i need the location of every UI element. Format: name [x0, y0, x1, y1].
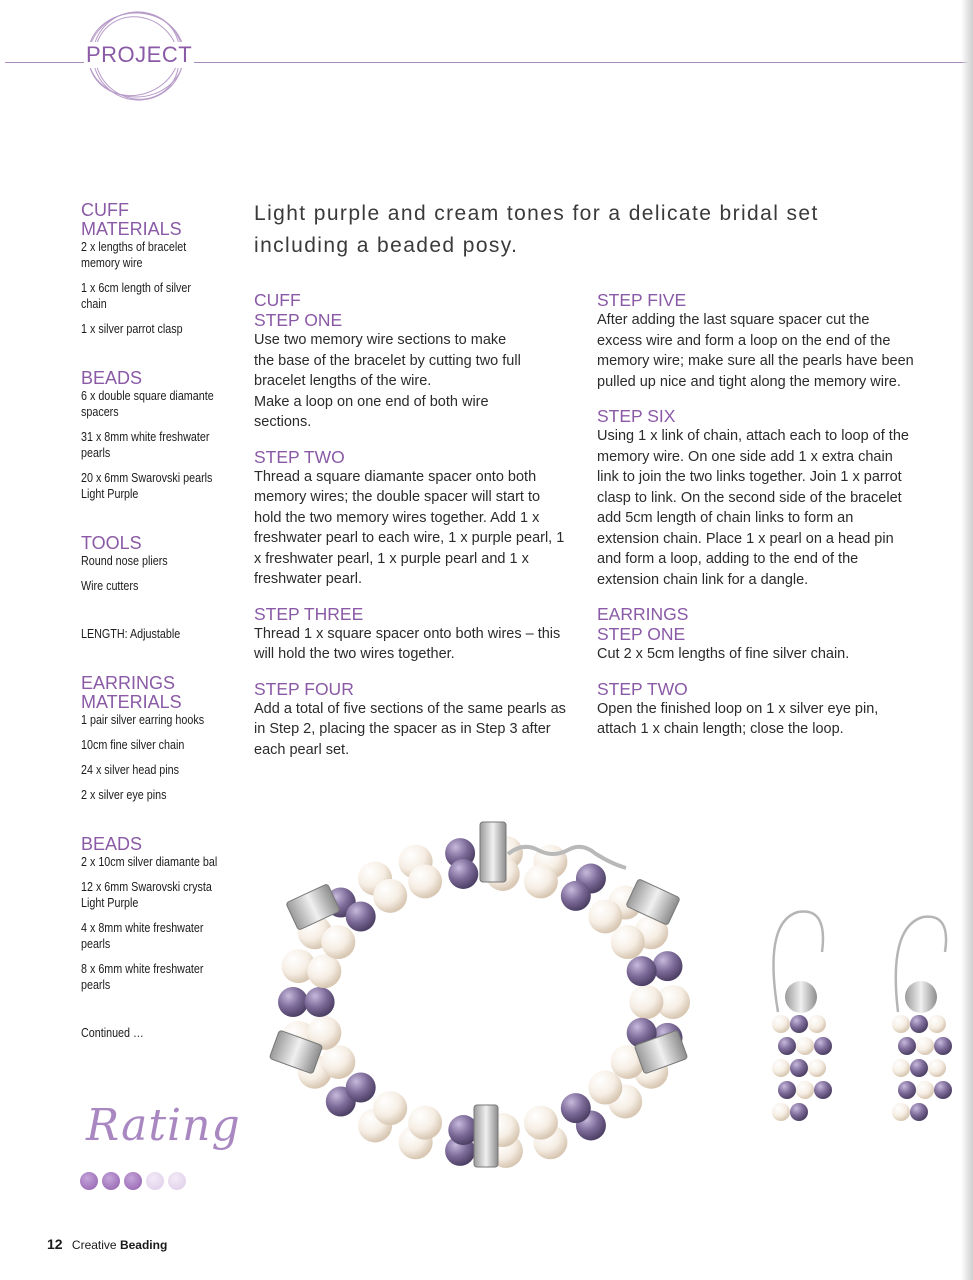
- list-item: 10cm fine silver chain: [81, 738, 185, 752]
- pearl-bead: [561, 1093, 591, 1123]
- earring-bead: [916, 1081, 934, 1099]
- step-block: [597, 406, 917, 590]
- diamante-spacer: [626, 879, 680, 926]
- step-block: [597, 604, 917, 665]
- pearl-bead: [346, 1073, 376, 1103]
- earring-bead: [898, 1081, 916, 1099]
- rating-dot-filled: [124, 1172, 142, 1190]
- rating-label: Rating: [86, 1100, 241, 1151]
- jewellery-photo: [258, 812, 963, 1212]
- step-heading: CUFF STEP ONE: [254, 290, 343, 330]
- pearl-bead: [373, 1091, 407, 1125]
- earring-bead: [916, 1037, 934, 1055]
- list-item: 1 pair silver earring hooks: [81, 713, 205, 727]
- list-item: Round nose pliers: [81, 554, 168, 568]
- earring-bead: [778, 1081, 796, 1099]
- step-block: [597, 679, 917, 740]
- earring-bead: [892, 1059, 910, 1077]
- step-body: Open the finished loop on 1 x silver eye pin, attach 1 x chain length; close the loop.: [597, 700, 879, 737]
- list-item: 24 x silver head pins: [81, 763, 179, 777]
- pearl-bead: [346, 901, 376, 931]
- pearl-bead: [524, 1106, 558, 1140]
- earring-bead: [892, 1103, 910, 1121]
- earrings-materials-heading: EARRINGS MATERIALS: [81, 673, 182, 712]
- rating-dot-empty: [146, 1172, 164, 1190]
- cuff-materials-heading: CUFF MATERIALS: [81, 200, 182, 239]
- steps-left-column: [254, 290, 574, 774]
- list-item: 12 x 6mm Swarovski crysta Light Purple: [81, 880, 212, 910]
- tools: [81, 534, 231, 594]
- earring-bead: [910, 1103, 928, 1121]
- earring-bead: [808, 1059, 826, 1077]
- earrings-illustration: [772, 912, 952, 1122]
- beads-heading: BEADS: [81, 368, 143, 388]
- step-body: Thread a square diamante spacer onto both memory wires; the double spacer will start to hold the two memory wires together. Add 1 x freshwater pearl to each wire, 1 x purple pearl, 1 x freshwater pearl, 1 x purple pearl and 1 x freshwater pearl.: [254, 468, 565, 587]
- diamante-spacer: [474, 1105, 498, 1167]
- earring-bead: [934, 1037, 952, 1055]
- step-block: [254, 604, 574, 665]
- rating-dots: [80, 1172, 186, 1190]
- earring-bead: [910, 1059, 928, 1077]
- pearl-bead: [307, 954, 341, 988]
- length-note: LENGTH: Adjustable: [81, 627, 181, 641]
- earring-bead: [928, 1015, 946, 1033]
- list-item: 4 x 8mm white freshwater pearls: [81, 921, 204, 951]
- magazine-prefix: Creative: [71, 1238, 117, 1252]
- earring-bead: [814, 1037, 832, 1055]
- earring-bead: [772, 1015, 790, 1033]
- steps-right-column: [597, 290, 917, 754]
- step-heading: EARRINGS STEP ONE: [597, 604, 689, 644]
- intro-text: Light purple and cream tones for a delicate bridal set including a beaded posy.: [254, 202, 819, 257]
- list-item: 20 x 6mm Swarovski pearls Light Purple: [81, 471, 213, 501]
- list-item: 2 x 10cm silver diamante bal: [81, 855, 217, 869]
- pearl-bead: [652, 951, 682, 981]
- step-body: Cut 2 x 5cm lengths of fine silver chain.: [597, 646, 850, 662]
- step-block: [597, 290, 917, 392]
- list-item: 31 x 8mm white freshwater pearls: [81, 430, 210, 460]
- step-body: Using 1 x link of chain, attach each to loop of the memory wire. On one side add 1 x extra chain link to join the two links together. Join 1 x parrot clasp to link. On the second side of the bracelet add 5cm length of chain links to form an extension chain. Place 1 x pearl on a head pin and form a loop, adding to the end of the extension chain link for a dangle.: [597, 428, 909, 588]
- rating-dot-empty: [168, 1172, 186, 1190]
- step-block: [254, 679, 574, 761]
- pearl-bead: [627, 956, 657, 986]
- pearl-bead: [524, 864, 558, 898]
- step-heading: STEP SIX: [597, 406, 676, 426]
- diamante-ball: [785, 981, 817, 1013]
- earring-bead: [790, 1103, 808, 1121]
- pearl-bead: [373, 879, 407, 913]
- earring-bead: [808, 1015, 826, 1033]
- step-body: After adding the last square spacer cut the excess wire and form a loop on the end of the memory wire; make sure all the pearls have been pulled up nice and tight along the memory wire.: [597, 312, 914, 390]
- earring-bead: [796, 1037, 814, 1055]
- materials-sidebar: [81, 201, 231, 1050]
- rating-dot-filled: [102, 1172, 120, 1190]
- tools-heading: TOOLS: [81, 533, 142, 553]
- earring-bead: [778, 1037, 796, 1055]
- step-body: Use two memory wire sections to make the base of the bracelet by cutting two full bracelet lengths of the wire. Make a loop on one end of both wire sections.: [254, 332, 521, 430]
- earrings-materials: [81, 674, 231, 803]
- list-item: 1 x 6cm length of silver chain: [81, 281, 191, 311]
- step-heading: STEP TWO: [597, 678, 688, 699]
- pearl-bead: [629, 985, 663, 1019]
- earrings-beads: [81, 835, 231, 993]
- step-body: Add a total of five sections of the same pearls as in Step 2, placing the spacer as in Step 3 after each pearl set.: [254, 700, 566, 758]
- pearl-bead: [305, 987, 335, 1017]
- earring-bead: [898, 1037, 916, 1055]
- earring-bead: [790, 1059, 808, 1077]
- earring-bead: [910, 1015, 928, 1033]
- step-heading: STEP FIVE: [597, 290, 687, 310]
- step-block: [254, 447, 574, 590]
- earring-bead: [796, 1081, 814, 1099]
- continued-note: Continued …: [81, 1026, 144, 1040]
- pearl-bead: [321, 1045, 355, 1079]
- bracelet-illustration: [269, 822, 690, 1168]
- step-block: [254, 290, 574, 433]
- earring-bead: [892, 1015, 910, 1033]
- pearl-bead: [588, 1071, 622, 1105]
- earring-bead: [772, 1059, 790, 1077]
- list-item: 8 x 6mm white freshwater pearls: [81, 962, 204, 992]
- earring-bead: [814, 1081, 832, 1099]
- earring-bead: [772, 1103, 790, 1121]
- pearl-bead: [408, 864, 442, 898]
- earring-bead: [928, 1059, 946, 1077]
- step-heading: STEP FOUR: [254, 678, 354, 699]
- earring-bead: [790, 1015, 808, 1033]
- pearl-bead: [321, 925, 355, 959]
- list-item: Wire cutters: [81, 579, 139, 593]
- step-heading: STEP TWO: [254, 446, 345, 467]
- diamante-spacer: [480, 822, 506, 882]
- step-heading: STEP THREE: [254, 603, 364, 624]
- list-item: 1 x silver parrot clasp: [81, 322, 183, 336]
- pearl-bead: [408, 1106, 442, 1140]
- list-item: 6 x double square diamante spacers: [81, 389, 214, 419]
- earring-bead: [934, 1081, 952, 1099]
- pearl-bead: [561, 881, 591, 911]
- list-item: 2 x silver eye pins: [81, 788, 167, 802]
- pearl-bead: [611, 925, 645, 959]
- pearl-bead: [448, 859, 478, 889]
- page-footer: [47, 1236, 167, 1252]
- cuff-beads: [81, 369, 231, 502]
- list-item: 2 x lengths of bracelet memory wire: [81, 240, 187, 270]
- earrings-beads-heading: BEADS: [81, 834, 143, 854]
- cuff-materials: [81, 201, 231, 337]
- section-label: PROJECT: [86, 42, 193, 67]
- pearl-bead: [588, 899, 622, 933]
- step-body: Thread 1 x square spacer onto both wires – this will hold the two wires together.: [254, 625, 561, 662]
- rating-dot-filled: [80, 1172, 98, 1190]
- page-number: 12: [47, 1236, 63, 1252]
- pearl-bead: [278, 987, 308, 1017]
- magazine-name: Beading: [119, 1238, 168, 1252]
- diamante-ball: [905, 981, 937, 1013]
